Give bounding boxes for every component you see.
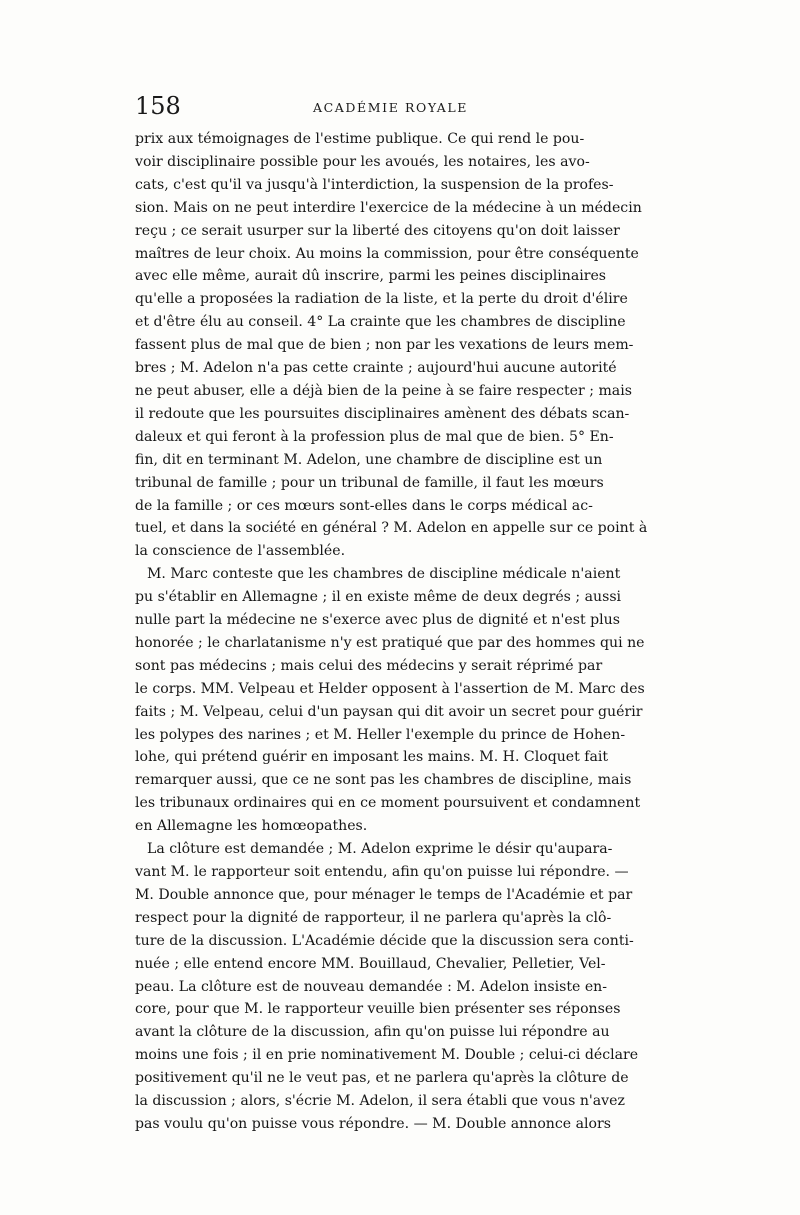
text-line: la conscience de l'assemblée. xyxy=(135,543,346,560)
text-line: M. Marc conteste que les chambres de discipline médicale n'aient xyxy=(147,566,621,583)
text-line: moins une fois ; il en prie nominativement M. Double ; celui-ci déclare xyxy=(135,1047,639,1064)
text-line: nulle part la médecine ne s'exerce avec plus de dignité et n'est plus xyxy=(135,612,620,629)
text-line: lohe, qui prétend guérir en imposant les mains. M. H. Cloquet fait xyxy=(135,749,609,766)
text-line: bres ; M. Adelon n'a pas cette crainte ; aujourd'hui aucune autorité xyxy=(135,360,617,377)
text-line: fassent plus de mal que de bien ; non par les vexations de leurs mem- xyxy=(135,337,634,354)
text-line: vant M. le rapporteur soit entendu, afin qu'on puisse lui répondre. — xyxy=(135,864,629,880)
page-number: 158 xyxy=(135,92,181,120)
text-line: et d'être élu au conseil. 4° La crainte que les chambres de discipline xyxy=(135,314,626,331)
text-line: les polypes des narines ; et M. Heller l'exemple du prince de Hohen- xyxy=(135,726,626,743)
text-line: prix aux témoignages de l'estime publique. Ce qui rend le pou- xyxy=(135,131,585,147)
text-line: fin, dit en terminant M. Adelon, une chambre de discipline est un xyxy=(135,451,603,468)
text-line: tuel, et dans la société en général ? M. Adelon en appelle sur ce point à xyxy=(135,520,648,537)
text-line: sont pas médecins ; mais celui des médecins y serait réprimé par xyxy=(135,657,603,674)
running-title: ACADÉMIE ROYALE xyxy=(313,100,468,115)
text-line: cats, c'est qu'il va jusqu'à l'interdiction, la suspension de la profes- xyxy=(135,176,614,193)
paragraph xyxy=(135,563,665,838)
text-line: sion. Mais on ne peut interdire l'exercice de la médecine à un médecin xyxy=(135,199,642,216)
page-header xyxy=(135,92,665,122)
paragraph xyxy=(135,838,665,1136)
text-line: honorée ; le charlatanisme n'y est pratiqué que par des hommes qui ne xyxy=(135,634,645,651)
text-line: le corps. MM. Velpeau et Helder opposent à l'assertion de M. Marc des xyxy=(135,680,645,697)
text-line: la discussion ; alors, s'écrie M. Adelon, il sera établi que vous n'avez xyxy=(135,1093,625,1110)
text-line: il redoute que les poursuites disciplinaires amènent des débats scan- xyxy=(135,405,630,422)
text-line: faits ; M. Velpeau, celui d'un paysan qui dit avoir un secret pour guérir xyxy=(135,703,643,720)
text-line: core, pour que M. le rapporteur veuille bien présenter ses réponses xyxy=(135,1001,621,1018)
text-line: nuée ; elle entend encore MM. Bouillaud, Chevalier, Pelletier, Vel- xyxy=(135,955,606,972)
text-line: de la famille ; or ces mœurs sont-elles dans le corps médical ac- xyxy=(135,497,593,514)
text-line: pu s'établir en Allemagne ; il en existe même de deux degrés ; aussi xyxy=(135,589,622,606)
text-line: avec elle même, aurait dû inscrire, parmi les peines disciplinaires xyxy=(135,268,607,285)
text-line: les tribunaux ordinaires qui en ce moment poursuivent et condamnent xyxy=(135,795,641,812)
text-line: voir disciplinaire possible pour les avoués, les notaires, les avo- xyxy=(135,153,590,170)
text-line: tribunal de famille ; pour un tribunal de famille, il faut les mœurs xyxy=(135,474,604,491)
text-line: maîtres de leur choix. Au moins la commission, pour être conséquente xyxy=(135,245,639,262)
body-text xyxy=(135,128,665,1136)
text-line: en Allemagne les homœopathes. xyxy=(135,818,368,835)
text-line: respect pour la dignité de rapporteur, il ne parlera qu'après la clô- xyxy=(135,909,612,926)
text-line: ne peut abuser, elle a déjà bien de la peine à se faire respecter ; mais xyxy=(135,382,632,399)
text-line: daleux et qui feront à la profession plus de mal que de bien. 5° En- xyxy=(135,428,614,445)
text-line: La clôture est demandée ; M. Adelon exprime le désir qu'aupara- xyxy=(147,841,613,858)
paragraph xyxy=(135,128,665,563)
text-line: pas voulu qu'on puisse vous répondre. — M. Double annonce alors xyxy=(135,1115,611,1132)
text-line: avant la clôture de la discussion, afin qu'on puisse lui répondre au xyxy=(135,1024,610,1041)
text-line: remarquer aussi, que ce ne sont pas les chambres de discipline, mais xyxy=(135,772,632,789)
text-line: peau. La clôture est de nouveau demandée : M. Adelon insiste en- xyxy=(135,978,608,995)
text-line: ture de la discussion. L'Académie décide que la discussion sera conti- xyxy=(135,932,634,949)
text-line: positivement qu'il ne le veut pas, et ne parlera qu'après la clôture de xyxy=(135,1070,629,1087)
text-line: reçu ; ce serait usurper sur la liberté des citoyens qu'on doit laisser xyxy=(135,222,620,239)
text-line: qu'elle a proposées la radiation de la liste, et la perte du droit d'élire xyxy=(135,291,628,308)
text-line: M. Double annonce que, pour ménager le temps de l'Académie et par xyxy=(135,886,633,903)
